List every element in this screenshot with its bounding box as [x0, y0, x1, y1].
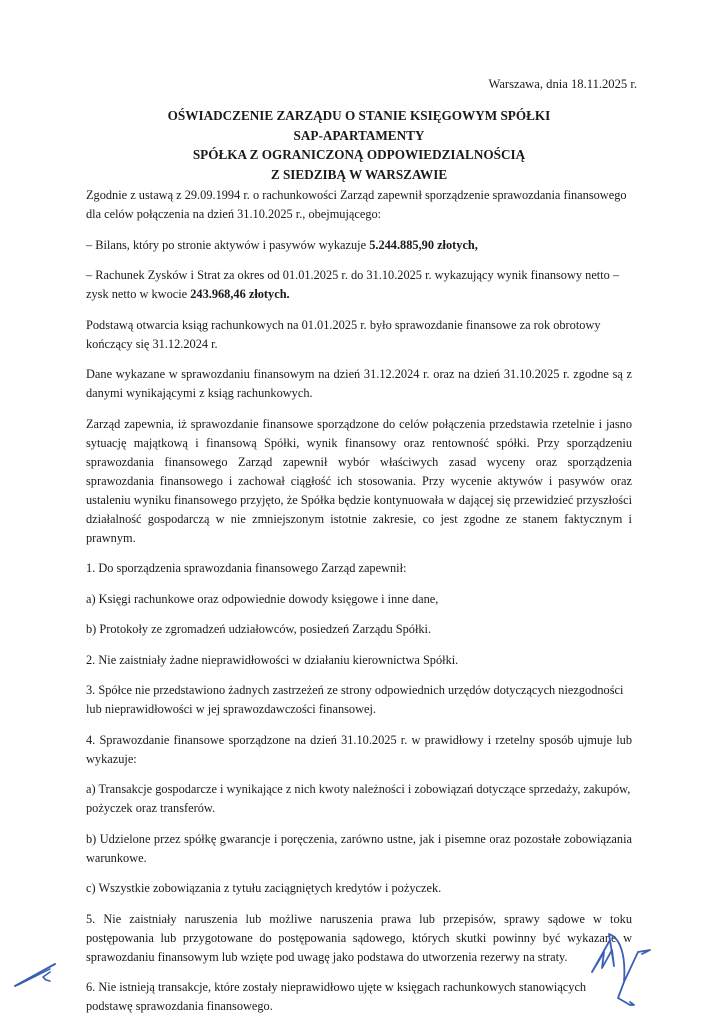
point-4a: a) Transakcje gospodarcze i wynikające z nich kwoty należności i zobowiązań dotyczące sprzedaży, zakupów, pożyczek oraz transferów. [86, 782, 631, 815]
point-3: 3. Spółce nie przedstawiono żadnych zastrzeżeń ze strony odpowiednich urzędów dotyczących niezgodności lub nieprawidłowości w jej sprawozdawczości finansowej. [86, 683, 624, 716]
initials-left [10, 960, 60, 990]
point-5: 5. Nie zaistniały naruszenia lub możliwe naruszenia prawa lub przepisów, sprawy sądowe w toku postępowania lub przygotowane do postępowania sądowego, których skutki powinny być wykazane w sprawozdaniu finansowym lub wzięte pod uwagę jako podstawa do utworzenia rezerwy na straty. [86, 911, 632, 964]
balance-amount: 5.244.885,90 złotych, [369, 237, 478, 252]
point-4: 4. Sprawozdanie finansowe sporządzone na dzień 31.10.2025 r. w prawidłowy i rzetelny sposób ujmuje lub wykazuje: [86, 732, 632, 766]
point-6: 6. Nie istnieją transakcje, które zostały nieprawidłowo ujęte w księgach rachunkowych stanowiących podstawę sprawozdania finansowego. [86, 980, 587, 1013]
document-body [86, 186, 632, 1028]
signature-right [590, 932, 670, 1012]
board-assurance-paragraph: Zarząd zapewnia, iż sprawozdanie finansowe sporządzone do celów połączenia przedstawia rzetelnie i jasno sytuację majątkową i finansową Spółki, wynik finansowy oraz rentowność spółki. Przy sporządzeniu sprawozdania finansowego Zarząd zapewnił wybór właściwych zasad wyceny oraz sporządzenia sprawozdania finansowego i zachował ciągłość ich stosowania. Przy wycenie aktywów i pasywów oraz ustaleniu wyniku finansowego przyjęto, że Spółka będzie kontynuowała w dającej się przewidzieć przyszłości działalność gospodarczą w nie zmniejszonym istotnie zakresie, co jest zgodne ze stanem faktycznym i prawnym. [86, 416, 632, 545]
title-line-4: Z SIEDZIBĄ W WARSZAWIE [270, 166, 448, 182]
income-text: – Rachunek Zysków i Strat za okres od 01.01.2025 r. do 31.10.2025 r. wykazujący wynik finansowy netto – zysk netto w kwocie [86, 268, 620, 301]
point-1: 1. Do sporządzenia sprawozdania finansowego Zarząd zapewnił: [86, 561, 407, 575]
intro-paragraph: Zgodnie z ustawą z 29.09.1994 r. o rachunkowości Zarząd zapewnił sporządzenie sprawozdania finansowego dla celów połączenia na dzień 31.10.2025 r., obejmującego: [86, 188, 627, 221]
income-line [86, 266, 632, 304]
balance-line [86, 236, 632, 255]
place-and-date: Warszawa, dnia 18.11.2025 r. [488, 77, 637, 91]
data-consistency-paragraph: Dane wykazane w sprawozdaniu finansowym na dzień 31.12.2024 r. oraz na dzień 31.10.2025 r. zgodne są z danymi wynikającymi z ksiąg rachunkowych. [86, 367, 632, 400]
title-line-3: SPÓŁKA Z OGRANICZONĄ ODPOWIEDZIALNOŚCIĄ [192, 147, 526, 162]
income-amount: 243.968,46 złotych. [190, 287, 290, 301]
signature-mark-icon [590, 932, 670, 1012]
title-line-2: SAP-APARTAMENTY [293, 127, 425, 143]
point-2: 2. Nie zaistniały żadne nieprawidłowości w działaniu kierownictwa Spółki. [86, 652, 459, 667]
point-1b: b) Protokoły ze zgromadzeń udziałowców, posiedzeń Zarządu Spółki. [86, 622, 432, 636]
initials-mark-icon [10, 960, 60, 990]
opening-basis-paragraph: Podstawą otwarcia ksiąg rachunkowych na 01.01.2025 r. było sprawozdanie finansowe za rok obrotowy kończący się 31.12.2024 r. [86, 317, 601, 351]
title-line-1: OŚWIADCZENIE ZARZĄDU O STANIE KSIĘGOWYM SPÓŁKI [167, 108, 551, 123]
document-title [0, 106, 724, 184]
point-4b: b) Udzielone przez spółkę gwarancje i poręczenia, zarówno ustne, jak i pisemne oraz pozostałe zobowiązania warunkowe. [86, 831, 632, 865]
point-1a: a) Księgi rachunkowe oraz odpowiednie dowody księgowe i inne dane, [86, 591, 439, 606]
balance-text: – Bilans, który po stronie aktywów i pasywów wykazuje [86, 237, 370, 252]
point-4c: c) Wszystkie zobowiązania z tytułu zaciągniętych kredytów i pożyczek. [86, 881, 442, 895]
